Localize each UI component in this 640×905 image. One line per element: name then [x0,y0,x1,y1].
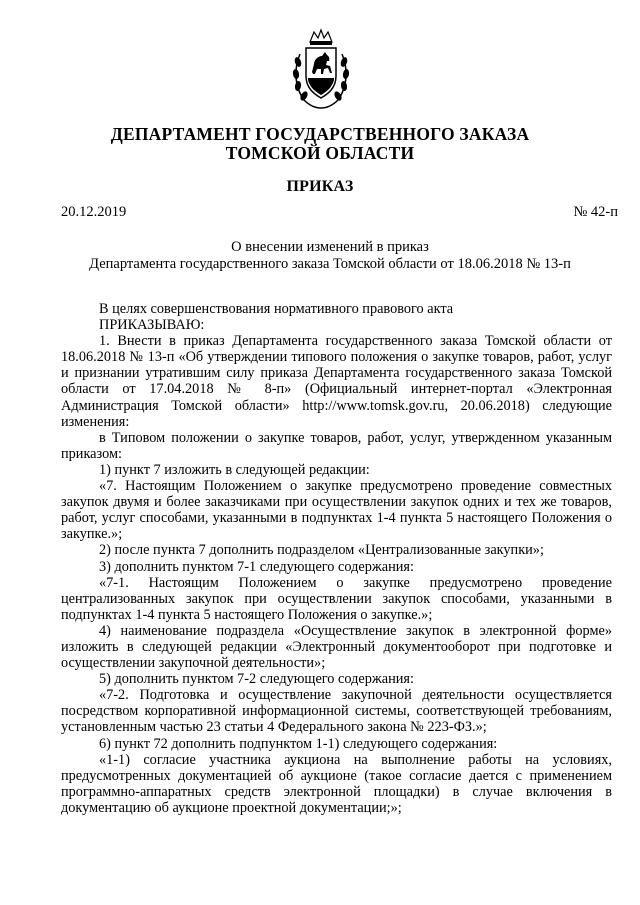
document-date: 20.12.2019 [61,204,127,220]
body-paragraph: 4) наименование подраздела «Осуществление закупок в электронной форме» изложить в следующей редакции «Электронный документооборот при подготовке и осуществлении закупочной деятельности»; [61,622,612,672]
body-paragraph: «7-1. Настоящим Положением о закупке предусмотрено проведение централизованных закупок при осуществлении закупок способами, указанными в подпунктах 1-4 пункта 5 настоящего Положения о закупке.»; [61,574,612,623]
document-body [61,301,612,816]
organization-name-line1: ДЕПАРТАМЕНТ ГОСУДАРСТВЕННОГО ЗАКАЗА [110,124,530,144]
subject-line2: Департамента государственного заказа Томской области от 18.06.2018 № 13-п [89,256,571,272]
body-paragraph: в Типовом положении о закупке товаров, работ, услуг, утвержденном указанным приказом: [61,429,612,462]
body-paragraph: 6) пункт 72 дополнить подпунктом 1-1) следующего содержания: [99,735,498,752]
body-paragraph: 5) дополнить пунктом 7-2 следующего содержания: [99,671,414,688]
body-paragraph: 1. Внести в приказ Департамента государственного заказа Томской области от 18.06.2018 № 13-п «Об утверждении типового положения о закупке товаров, работ, услуг и признании утратившим силу приказа Департамента государственного заказа Томской области от 17.04.2018 № 8-п» (Официальный интернет-портал «Электронная Администрация Томской области» http://www.tomsk.gov.ru, 20.06.2018) следующие изменения: [61,333,612,430]
body-paragraph: 1) пункт 7 изложить в следующей редакции: [99,461,370,478]
body-paragraph: 2) после пункта 7 дополнить подразделом «Централизованные закупки»; [99,542,544,559]
body-paragraph: 3) дополнить пунктом 7-1 следующего содержания: [99,558,414,575]
body-paragraph: «7. Настоящим Положением о закупке предусмотрено проведение совместных закупок двумя и более заказчиками при осуществлении закупок одних и тех же товаров, работ, услуг способами, указанными в подпунктах 1-4 пункта 5 настоящего Положения о закупке.»; [61,478,612,543]
organization-name-line2: ТОМСКОЙ ОБЛАСТИ [225,143,415,163]
body-paragraph: «7-2. Подготовка и осуществление закупочной деятельности осуществляется посредством корпоративной информационной системы, соответствующей требованиям, установленным частью 23 статьи 4 Федерального закона № 223-ФЗ.»; [61,687,612,736]
body-paragraph: В целях совершенствования нормативного правового акта [99,301,454,317]
body-paragraph: «1-1) согласие участника аукциона на выполнение работы на условиях, предусмотренных документацией об аукционе (такое согласие дается с применением программно-аппаратных средств электронной площадки) в случае включения в документацию об аукционе проектной документации;»; [61,751,612,816]
document-number: № 42-п [573,204,618,220]
subject-line1: О внесении изменений в приказ [231,239,429,255]
document-type: ПРИКАЗ [286,178,354,195]
tomsk-region-coat-of-arms-icon [292,28,350,110]
body-paragraph: ПРИКАЗЫВАЮ: [99,317,205,334]
